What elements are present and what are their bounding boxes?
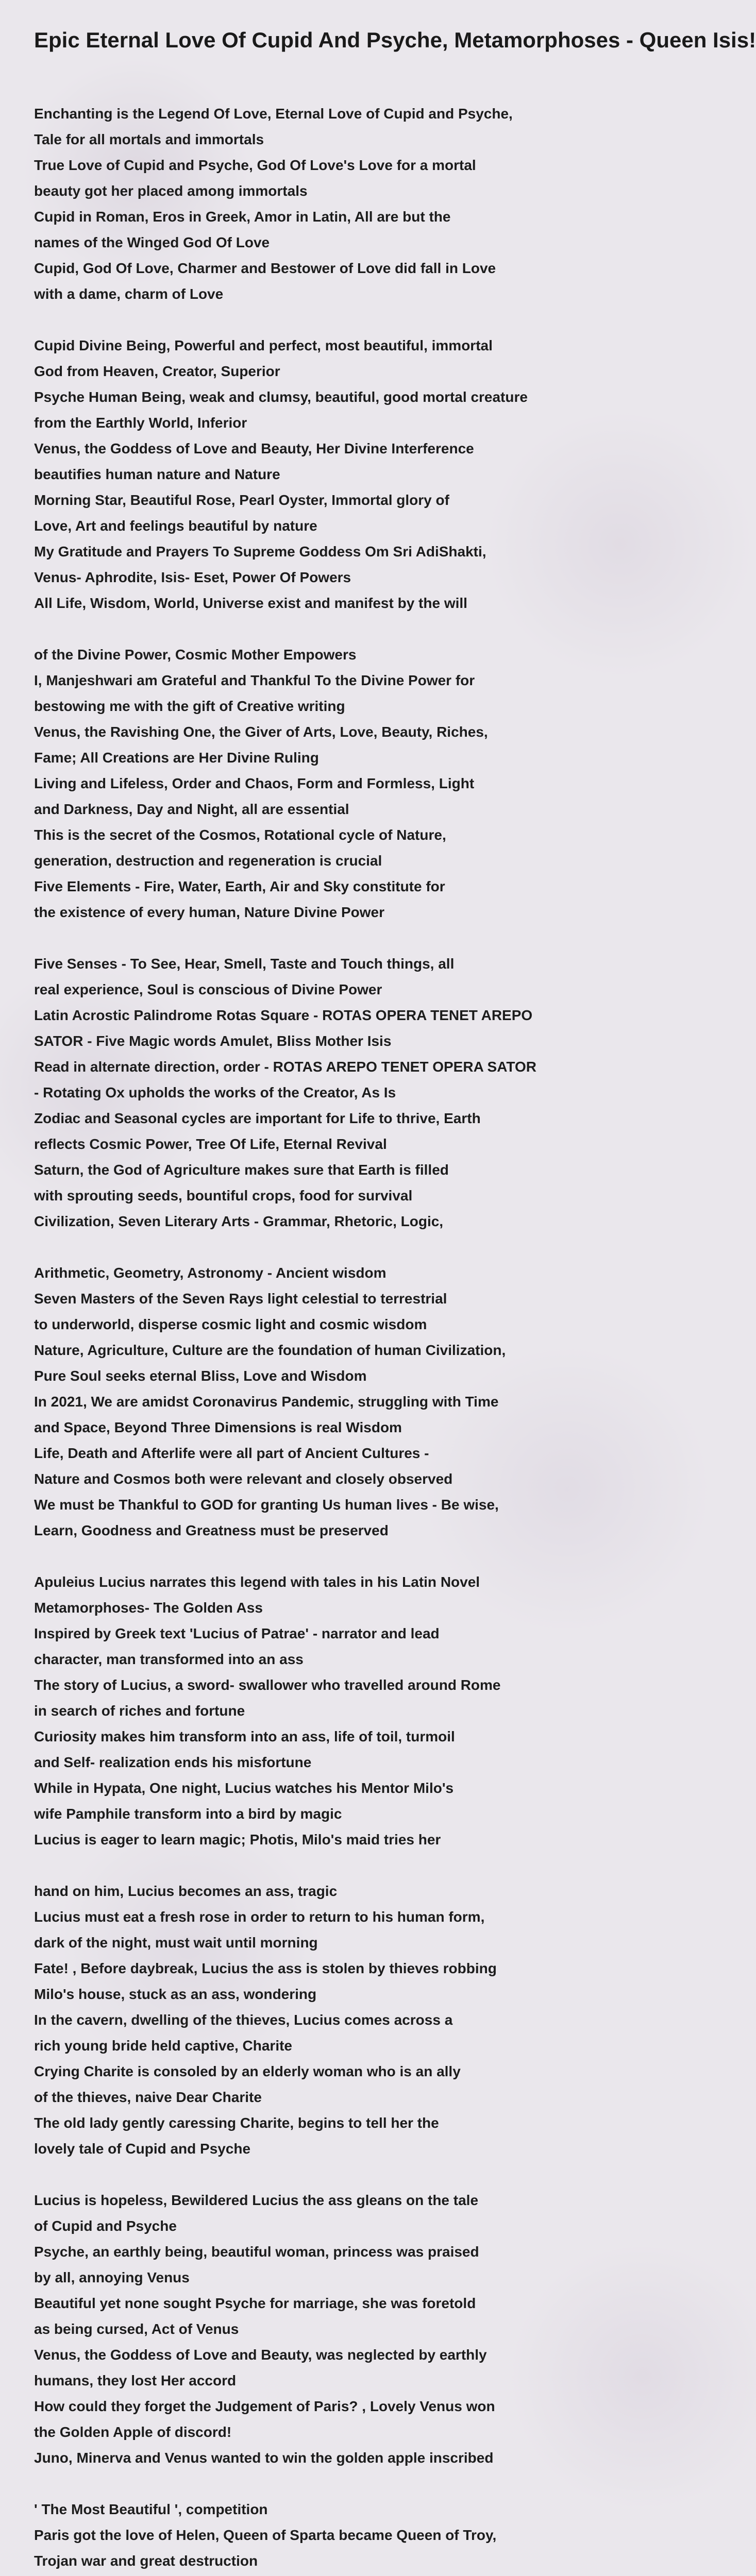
- poem-line: Inspired by Greek text 'Lucius of Patrae' - narrator and lead: [34, 1625, 440, 1641]
- poem-line: by all, annoying Venus: [34, 2269, 190, 2285]
- poem-line: as being cursed, Act of Venus: [34, 2321, 239, 2337]
- poem-line: character, man transformed into an ass: [34, 1651, 304, 1667]
- poem-line: Civilization, Seven Literary Arts - Grammar, Rhetoric, Logic,: [34, 1213, 444, 1229]
- poem-line: names of the Winged God Of Love: [34, 234, 270, 250]
- poem-line: ' The Most Beautiful ', competition: [34, 2501, 268, 2517]
- poem-line: Enchanting is the Legend Of Love, Eternal Love of Cupid and Psyche,: [34, 106, 513, 122]
- poem-line: Read in alternate direction, order - ROTAS AREPO TENET OPERA SATOR: [34, 1059, 536, 1075]
- poem-line: Cupid Divine Being, Powerful and perfect, most beautiful, immortal: [34, 337, 493, 353]
- poem-line: Lucius is hopeless, Bewildered Lucius the ass gleans on the tale: [34, 2192, 479, 2208]
- poem-line: The story of Lucius, a sword- swallower who travelled around Rome: [34, 1677, 501, 1693]
- poem-line: reflects Cosmic Power, Tree Of Life, Eternal Revival: [34, 1136, 387, 1152]
- poem-line: beauty got her placed among immortals: [34, 183, 308, 199]
- poem-line: and Self- realization ends his misfortune: [34, 1754, 312, 1770]
- poem-line: Apuleius Lucius narrates this legend with tales in his Latin Novel: [34, 1574, 480, 1590]
- poem-stanza: [34, 642, 618, 925]
- poem-line: Latin Acrostic Palindrome Rotas Square - ROTAS OPERA TENET AREPO: [34, 1007, 533, 1023]
- poem-stanza: [34, 951, 618, 1234]
- poem-line: Fate! , Before daybreak, Lucius the ass is stolen by thieves robbing: [34, 1960, 497, 1976]
- poem-line: Venus, the Goddess of Love and Beauty, Her Divine Interference: [34, 440, 474, 456]
- poem-line: Lucius is eager to learn magic; Photis, Milo's maid tries her: [34, 1832, 441, 1848]
- poem-stanza: [34, 1569, 618, 1853]
- poem-line: Living and Lifeless, Order and Chaos, Form and Formless, Light: [34, 775, 475, 791]
- poem-line: and Space, Beyond Three Dimensions is real Wisdom: [34, 1419, 402, 1435]
- poem-line: lovely tale of Cupid and Psyche: [34, 2141, 251, 2157]
- poem-line: Paris got the love of Helen, Queen of Sparta became Queen of Troy,: [34, 2527, 497, 2543]
- poem-line: This is the secret of the Cosmos, Rotational cycle of Nature,: [34, 827, 446, 843]
- poem-line: of the thieves, naive Dear Charite: [34, 2089, 262, 2105]
- poem-line: God from Heaven, Creator, Superior: [34, 363, 280, 379]
- poem-line: bestowing me with the gift of Creative writing: [34, 698, 345, 714]
- poem-line: and Darkness, Day and Night, all are essential: [34, 801, 349, 817]
- poem-line: Zodiac and Seasonal cycles are important for Life to thrive, Earth: [34, 1110, 481, 1126]
- poem-line: In 2021, We are amidst Coronavirus Pandemic, struggling with Time: [34, 1394, 499, 1410]
- poem-stanza: [34, 2188, 618, 2471]
- poem-line: Psyche, an earthly being, beautiful woman, princess was praised: [34, 2244, 479, 2260]
- poem-line: While in Hypata, One night, Lucius watches his Mentor Milo's: [34, 1780, 454, 1796]
- poem-line: In the cavern, dwelling of the thieves, Lucius comes across a: [34, 2012, 453, 2028]
- poem-line: Nature, Agriculture, Culture are the foundation of human Civilization,: [34, 1342, 506, 1358]
- poem-line: Five Elements - Fire, Water, Earth, Air and Sky constitute for: [34, 878, 445, 894]
- poem-line: SATOR - Five Magic words Amulet, Bliss Mother Isis: [34, 1033, 392, 1049]
- poem-line: the Golden Apple of discord!: [34, 2424, 232, 2440]
- poem-line: Fame; All Creations are Her Divine Ruling: [34, 750, 319, 766]
- poem-line: Five Senses - To See, Hear, Smell, Taste and Touch things, all: [34, 956, 455, 972]
- poem-line: generation, destruction and regeneration is crucial: [34, 853, 382, 869]
- poem-line: All Life, Wisdom, World, Universe exist and manifest by the will: [34, 595, 467, 611]
- poem-line: How could they forget the Judgement of Paris? , Lovely Venus won: [34, 2398, 495, 2414]
- poem-line: the existence of every human, Nature Divine Power: [34, 904, 385, 920]
- poem-stanza: [34, 333, 618, 616]
- poem-line: The old lady gently caressing Charite, begins to tell her the: [34, 2115, 439, 2131]
- poem-line: rich young bride held captive, Charite: [34, 2038, 292, 2054]
- poem-body: [34, 101, 618, 2576]
- poem-line: Learn, Goodness and Greatness must be preserved: [34, 1522, 389, 1538]
- poem-stanza: [34, 101, 618, 307]
- poem-line: Morning Star, Beautiful Rose, Pearl Oyster, Immortal glory of: [34, 492, 449, 508]
- poem-line: Pure Soul seeks eternal Bliss, Love and Wisdom: [34, 1368, 367, 1384]
- poem-line: Cupid in Roman, Eros in Greek, Amor in Latin, All are but the: [34, 209, 451, 225]
- poem-stanza: [34, 1260, 618, 1544]
- poem-line: We must be Thankful to GOD for granting Us human lives - Be wise,: [34, 1497, 499, 1513]
- poem-line: Nature and Cosmos both were relevant and closely observed: [34, 1471, 453, 1487]
- poem-line: in search of riches and fortune: [34, 1703, 245, 1719]
- poem-line: Venus- Aphrodite, Isis- Eset, Power Of Powers: [34, 569, 351, 585]
- poem-line: Curiosity makes him transform into an ass, life of toil, turmoil: [34, 1728, 455, 1744]
- poem-line: Trojan war and great destruction: [34, 2553, 258, 2569]
- poem-line: dark of the night, must wait until morning: [34, 1935, 318, 1951]
- poem-line: My Gratitude and Prayers To Supreme Goddess Om Sri AdiShakti,: [34, 544, 486, 560]
- poem-line: with a dame, charm of Love: [34, 286, 224, 302]
- poem-line: of Cupid and Psyche: [34, 2218, 177, 2234]
- poem-line: - Rotating Ox upholds the works of the Creator, As Is: [34, 1084, 396, 1100]
- poem-line: Venus, the Goddess of Love and Beauty, was neglected by earthly: [34, 2347, 487, 2363]
- poem-line: Seven Masters of the Seven Rays light celestial to terrestrial: [34, 1291, 447, 1307]
- poem-line: [34, 2574, 618, 2576]
- poem-line: Juno, Minerva and Venus wanted to win the golden apple inscribed: [34, 2450, 494, 2466]
- poem-line: Venus, the Ravishing One, the Giver of Arts, Love, Beauty, Riches,: [34, 724, 488, 740]
- poem-line: to underworld, disperse cosmic light and cosmic wisdom: [34, 1316, 427, 1332]
- poem-line: Psyche Human Being, weak and clumsy, beautiful, good mortal creature: [34, 389, 528, 405]
- poem-line: Arithmetic, Geometry, Astronomy - Ancient wisdom: [34, 1265, 387, 1281]
- poem-line: Lucius must eat a fresh rose in order to return to his human form,: [34, 1909, 485, 1925]
- poem-line: of the Divine Power, Cosmic Mother Empowers: [34, 647, 357, 663]
- poem-line: Crying Charite is consoled by an elderly woman who is an ally: [34, 2063, 461, 2079]
- poem-line: with sprouting seeds, bountiful crops, food for survival: [34, 1188, 413, 1204]
- poem-stanza: [34, 1878, 618, 2162]
- poem-line: hand on him, Lucius becomes an ass, tragic: [34, 1883, 338, 1899]
- poem-line: Metamorphoses- The Golden Ass: [34, 1600, 263, 1616]
- poem-line: I, Manjeshwari am Grateful and Thankful To the Divine Power for: [34, 672, 475, 688]
- poem-line: beautifies human nature and Nature: [34, 466, 280, 482]
- poem-title: Epic Eternal Love Of Cupid And Psyche, Metamorphoses - Queen Isis!: [34, 28, 756, 52]
- poem-line: humans, they lost Her accord: [34, 2372, 237, 2388]
- poem-line: True Love of Cupid and Psyche, God Of Love's Love for a mortal: [34, 157, 476, 173]
- poem-line: Cupid, God Of Love, Charmer and Bestower of Love did fall in Love: [34, 260, 496, 276]
- poem-line: Tale for all mortals and immortals: [34, 131, 264, 147]
- poem-line: Beautiful yet none sought Psyche for marriage, she was foretold: [34, 2295, 476, 2311]
- poem-line: real experience, Soul is conscious of Divine Power: [34, 981, 382, 997]
- poem-line: Milo's house, stuck as an ass, wondering: [34, 1986, 317, 2002]
- poem-line: from the Earthly World, Inferior: [34, 415, 247, 431]
- poem-stanza: [34, 2497, 618, 2576]
- poem-line: wife Pamphile transform into a bird by magic: [34, 1806, 342, 1822]
- poem-line: Life, Death and Afterlife were all part of Ancient Cultures -: [34, 1445, 429, 1461]
- poem-line: Saturn, the God of Agriculture makes sure that Earth is filled: [34, 1162, 449, 1178]
- poem-line: Love, Art and feelings beautiful by nature: [34, 518, 317, 534]
